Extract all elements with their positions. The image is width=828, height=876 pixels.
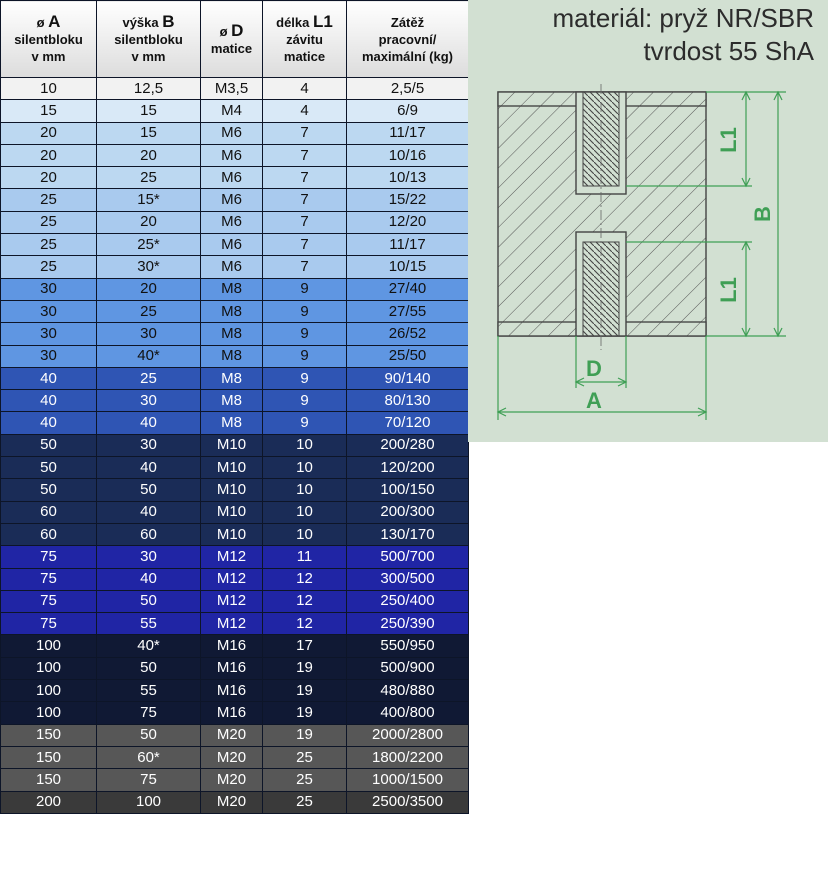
table-row xyxy=(1,300,469,322)
table-row xyxy=(1,256,469,278)
table-row xyxy=(1,613,469,635)
table-cell: M10 xyxy=(201,523,263,545)
table-cell: 25 xyxy=(263,791,347,813)
table-cell: 30 xyxy=(97,323,201,345)
table-row xyxy=(1,189,469,211)
header-line: matice xyxy=(210,40,253,56)
table-cell: 12 xyxy=(263,568,347,590)
table-row xyxy=(1,100,469,122)
technical-drawing xyxy=(468,0,828,442)
table-cell: 10 xyxy=(263,434,347,456)
table-cell: 25 xyxy=(97,167,201,189)
table-cell: 25 xyxy=(1,189,97,211)
table-cell: 26/52 xyxy=(347,323,469,345)
table-cell: 27/40 xyxy=(347,278,469,300)
table-cell: 40 xyxy=(97,501,201,523)
table-cell: 9 xyxy=(263,323,347,345)
table-cell: 19 xyxy=(263,702,347,724)
table-cell: M6 xyxy=(201,234,263,256)
table-cell: 40 xyxy=(1,390,97,412)
table-cell: 30 xyxy=(1,323,97,345)
table-row xyxy=(1,144,469,166)
table-row xyxy=(1,367,469,389)
table-row xyxy=(1,680,469,702)
table-cell: 100 xyxy=(1,635,97,657)
table-cell: 100 xyxy=(97,791,201,813)
table-cell: 2000/2800 xyxy=(347,724,469,746)
table-row xyxy=(1,167,469,189)
table-cell: 10/16 xyxy=(347,144,469,166)
table-row xyxy=(1,211,469,233)
table-cell: 200/300 xyxy=(347,501,469,523)
table-cell: 75 xyxy=(1,568,97,590)
table-cell: 25 xyxy=(1,234,97,256)
table-row xyxy=(1,390,469,412)
table-cell: M12 xyxy=(201,568,263,590)
table-cell: 50 xyxy=(1,479,97,501)
table-cell: 30 xyxy=(1,345,97,367)
table-cell: 20 xyxy=(1,144,97,166)
table-cell: 12/20 xyxy=(347,211,469,233)
table-cell: 150 xyxy=(1,724,97,746)
dimension-label-l1-top: L1 xyxy=(716,127,741,153)
table-cell: 80/130 xyxy=(347,390,469,412)
header-diameter-a xyxy=(1,1,97,78)
table-cell: 75 xyxy=(1,546,97,568)
table-cell: 250/400 xyxy=(347,590,469,612)
table-cell: 50 xyxy=(97,724,201,746)
table-cell: 500/900 xyxy=(347,657,469,679)
table-cell: 10/13 xyxy=(347,167,469,189)
table-cell: 30* xyxy=(97,256,201,278)
table-cell: 10 xyxy=(1,78,97,100)
table-cell: 75 xyxy=(1,613,97,635)
table-cell: 7 xyxy=(263,234,347,256)
table-row xyxy=(1,523,469,545)
table-cell: 150 xyxy=(1,746,97,768)
table-cell: 30 xyxy=(97,390,201,412)
table-row xyxy=(1,122,469,144)
table-cell: 130/170 xyxy=(347,523,469,545)
table-cell: M8 xyxy=(201,412,263,434)
table-cell: 6/9 xyxy=(347,100,469,122)
table-cell: M6 xyxy=(201,256,263,278)
table-cell: 150 xyxy=(1,769,97,791)
table-cell: 7 xyxy=(263,122,347,144)
table-cell: 4 xyxy=(263,100,347,122)
table-cell: M16 xyxy=(201,702,263,724)
table-cell: 100 xyxy=(1,702,97,724)
table-cell: M16 xyxy=(201,635,263,657)
header-length-l1 xyxy=(263,1,347,78)
table-cell: 25 xyxy=(97,367,201,389)
dimension-label-a: A xyxy=(586,388,602,413)
table-row xyxy=(1,546,469,568)
table-cell: 7 xyxy=(263,189,347,211)
table-cell: M12 xyxy=(201,546,263,568)
header-symbol: L1 xyxy=(313,12,333,31)
table-cell: 75 xyxy=(97,702,201,724)
table-cell: 25 xyxy=(97,300,201,322)
table-cell: M3,5 xyxy=(201,78,263,100)
table-cell: M6 xyxy=(201,122,263,144)
table-cell: 9 xyxy=(263,300,347,322)
table-cell: 10 xyxy=(263,523,347,545)
table-cell: M20 xyxy=(201,724,263,746)
table-cell: M20 xyxy=(201,791,263,813)
table-row xyxy=(1,412,469,434)
table-header-row xyxy=(1,1,469,78)
header-word: Zátěž xyxy=(390,14,425,30)
table-cell: 15 xyxy=(97,100,201,122)
table-cell: 100/150 xyxy=(347,479,469,501)
table-cell: 60 xyxy=(1,523,97,545)
table-cell: 70/120 xyxy=(347,412,469,434)
material-line: materiál: pryž NR/SBR xyxy=(552,3,814,33)
table-row xyxy=(1,590,469,612)
dimension-label-b: B xyxy=(750,206,775,222)
table-cell: 20 xyxy=(97,278,201,300)
table-cell: 27/55 xyxy=(347,300,469,322)
hardness-line: tvrdost 55 ShA xyxy=(643,36,814,66)
table-cell: 25/50 xyxy=(347,345,469,367)
table-cell: M6 xyxy=(201,189,263,211)
table-cell: 10 xyxy=(263,479,347,501)
table-cell: M10 xyxy=(201,479,263,501)
table-cell: 400/800 xyxy=(347,702,469,724)
table-cell: M8 xyxy=(201,367,263,389)
header-height-b xyxy=(97,1,201,78)
header-title xyxy=(347,14,468,31)
table-cell: 2,5/5 xyxy=(347,78,469,100)
table-cell: 480/880 xyxy=(347,680,469,702)
table-row xyxy=(1,78,469,100)
table-cell: 15 xyxy=(97,122,201,144)
table-cell: 30 xyxy=(1,278,97,300)
table-cell: 11 xyxy=(263,546,347,568)
table-cell: M10 xyxy=(201,434,263,456)
table-cell: 90/140 xyxy=(347,367,469,389)
table-cell: 11/17 xyxy=(347,234,469,256)
table-row xyxy=(1,479,469,501)
table-cell: 20 xyxy=(97,211,201,233)
drawing-panel xyxy=(468,0,828,442)
header-symbol: A xyxy=(48,12,61,31)
table-cell: 40 xyxy=(1,412,97,434)
table-row xyxy=(1,501,469,523)
table-cell: 19 xyxy=(263,724,347,746)
table-cell: 25 xyxy=(1,211,97,233)
table-body xyxy=(1,78,469,814)
table-cell: 20 xyxy=(1,167,97,189)
header-load xyxy=(347,1,469,78)
header-word: ø xyxy=(219,23,228,39)
table-cell: 500/700 xyxy=(347,546,469,568)
header-title xyxy=(97,13,200,31)
table-cell: 15 xyxy=(1,100,97,122)
table-row xyxy=(1,457,469,479)
table-row xyxy=(1,746,469,768)
table-row xyxy=(1,278,469,300)
table-cell: 100 xyxy=(1,657,97,679)
table-cell: 120/200 xyxy=(347,457,469,479)
table-cell: 25 xyxy=(263,769,347,791)
table-cell: 19 xyxy=(263,680,347,702)
dimension-label-l1-bottom: L1 xyxy=(716,277,741,303)
table-cell: 10 xyxy=(263,501,347,523)
table-cell: M12 xyxy=(201,590,263,612)
table-cell: 17 xyxy=(263,635,347,657)
table-cell: 9 xyxy=(263,367,347,389)
table-cell: 75 xyxy=(1,590,97,612)
table-cell: 12 xyxy=(263,590,347,612)
table-cell: M6 xyxy=(201,144,263,166)
table-row xyxy=(1,702,469,724)
table-cell: 30 xyxy=(97,546,201,568)
table-row xyxy=(1,434,469,456)
table-cell: 12,5 xyxy=(97,78,201,100)
header-line: v mm xyxy=(131,49,166,64)
header-line: v mm xyxy=(31,49,66,64)
table-cell: 550/950 xyxy=(347,635,469,657)
table-cell: 20 xyxy=(1,122,97,144)
table-cell: 300/500 xyxy=(347,568,469,590)
dimension-label-d: D xyxy=(586,356,602,381)
header-line: matice xyxy=(283,49,326,64)
table-cell: 9 xyxy=(263,278,347,300)
table-cell: 60 xyxy=(97,523,201,545)
table-cell: 50 xyxy=(97,590,201,612)
header-title xyxy=(1,13,96,31)
table-cell: M8 xyxy=(201,278,263,300)
table-cell: M12 xyxy=(201,613,263,635)
table-cell: 9 xyxy=(263,390,347,412)
table-cell: 200 xyxy=(1,791,97,813)
table-cell: 200/280 xyxy=(347,434,469,456)
table-cell: 10 xyxy=(263,457,347,479)
table-cell: 50 xyxy=(1,434,97,456)
table-cell: 7 xyxy=(263,256,347,278)
table-cell: M8 xyxy=(201,300,263,322)
table-cell: 9 xyxy=(263,345,347,367)
table-cell: 15/22 xyxy=(347,189,469,211)
table-cell: 40 xyxy=(1,367,97,389)
table-cell: 11/17 xyxy=(347,122,469,144)
table-cell: 60 xyxy=(1,501,97,523)
table-row xyxy=(1,568,469,590)
table-cell: M16 xyxy=(201,657,263,679)
table-cell: 19 xyxy=(263,657,347,679)
header-word: délka xyxy=(276,15,310,30)
table-cell: 40 xyxy=(97,457,201,479)
table-cell: 12 xyxy=(263,613,347,635)
table-cell: 25* xyxy=(97,234,201,256)
header-title xyxy=(201,22,262,40)
table-cell: M20 xyxy=(201,746,263,768)
table-cell: 7 xyxy=(263,144,347,166)
table-cell: 7 xyxy=(263,167,347,189)
table-cell: M8 xyxy=(201,345,263,367)
table-cell: 20 xyxy=(97,144,201,166)
header-word: výška xyxy=(122,15,159,30)
table-cell: M10 xyxy=(201,501,263,523)
table-cell: 9 xyxy=(263,412,347,434)
table-cell: 55 xyxy=(97,613,201,635)
table-cell: 50 xyxy=(97,479,201,501)
table-cell: 100 xyxy=(1,680,97,702)
table-cell: 25 xyxy=(1,256,97,278)
table-cell: M8 xyxy=(201,390,263,412)
table-cell: M8 xyxy=(201,323,263,345)
table-cell: M10 xyxy=(201,457,263,479)
table-cell: 1800/2200 xyxy=(347,746,469,768)
table-cell: 50 xyxy=(97,657,201,679)
header-line: pracovní/ xyxy=(378,31,437,47)
table-cell: 1000/1500 xyxy=(347,769,469,791)
table-row xyxy=(1,791,469,813)
table-row xyxy=(1,657,469,679)
header-line: silentbloku xyxy=(114,32,183,47)
header-symbol: B xyxy=(162,12,175,31)
table-cell: 75 xyxy=(97,769,201,791)
table-row xyxy=(1,323,469,345)
table-row xyxy=(1,635,469,657)
table-row xyxy=(1,769,469,791)
table-cell: M6 xyxy=(201,167,263,189)
table-cell: 25 xyxy=(263,746,347,768)
table-cell: 40 xyxy=(97,412,201,434)
table-cell: M16 xyxy=(201,680,263,702)
table-cell: 50 xyxy=(1,457,97,479)
table-row xyxy=(1,345,469,367)
table-cell: 10/15 xyxy=(347,256,469,278)
table-row xyxy=(1,724,469,746)
table-cell: 7 xyxy=(263,211,347,233)
table-cell: 30 xyxy=(97,434,201,456)
table-cell: 2500/3500 xyxy=(347,791,469,813)
header-diameter-d xyxy=(201,1,263,78)
table-cell: M4 xyxy=(201,100,263,122)
table-cell: 40* xyxy=(97,345,201,367)
header-line: závitu xyxy=(286,32,323,47)
table-cell: 55 xyxy=(97,680,201,702)
table-cell: 250/390 xyxy=(347,613,469,635)
table-cell: 15* xyxy=(97,189,201,211)
table-cell: 4 xyxy=(263,78,347,100)
table-cell: 40 xyxy=(97,568,201,590)
table-cell: 60* xyxy=(97,746,201,768)
header-word: ø xyxy=(36,15,45,30)
header-line: silentbloku xyxy=(14,32,83,47)
header-symbol: D xyxy=(231,20,244,40)
table-cell: M6 xyxy=(201,211,263,233)
table-cell: M20 xyxy=(201,769,263,791)
header-title xyxy=(263,13,346,31)
table-cell: 40* xyxy=(97,635,201,657)
table-cell: 30 xyxy=(1,300,97,322)
table-row xyxy=(1,234,469,256)
header-line: maximální (kg) xyxy=(361,48,454,64)
